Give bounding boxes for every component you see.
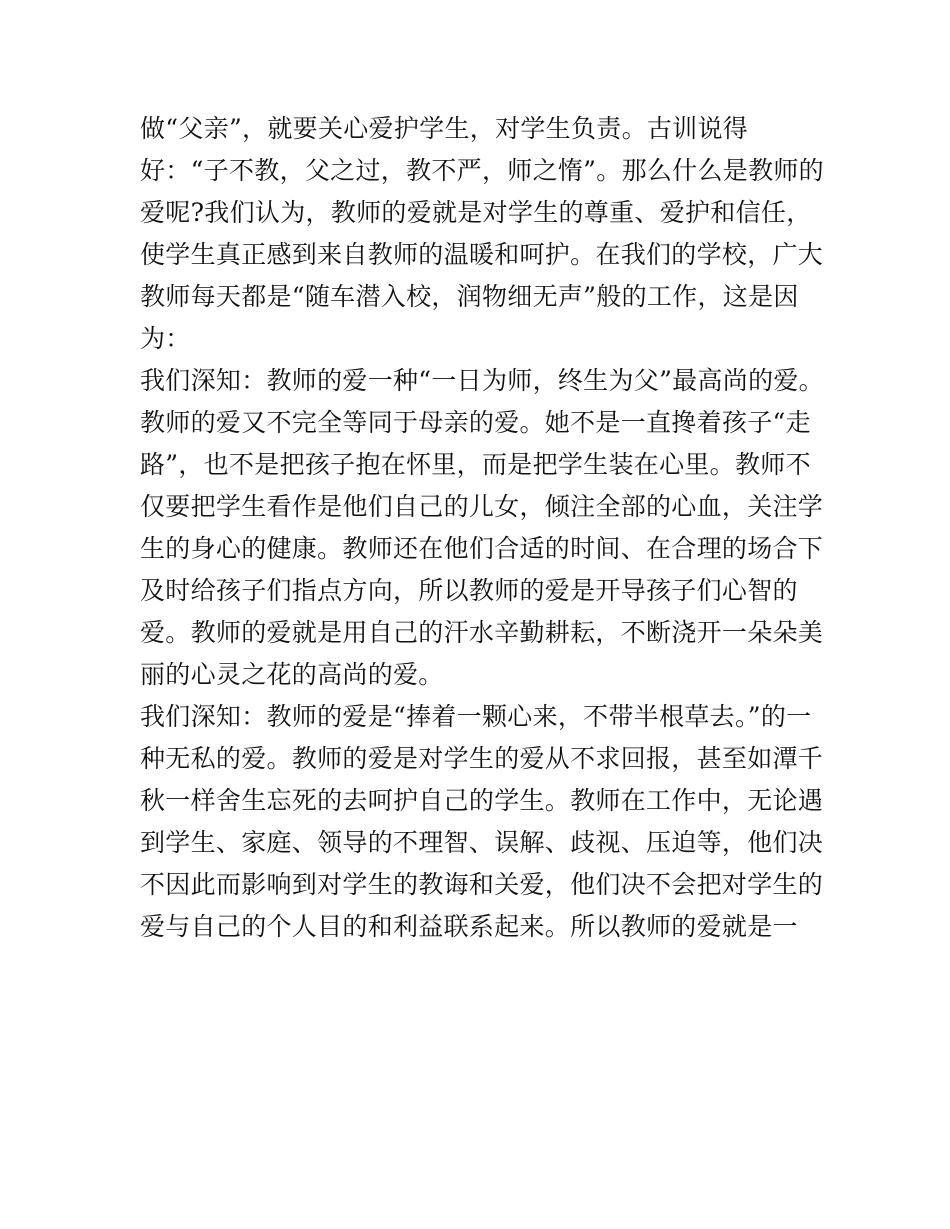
text-line: 教师每天都是“随车潜入校，润物细无声”般的工作，这是因 — [140, 282, 799, 311]
text-line: 丽的心灵之花的高尚的爱。 — [140, 660, 444, 689]
text-line: 不因此而影响到对学生的教诲和关爱，他们决不会把对学生的 — [140, 870, 824, 899]
text-line: 使学生真正感到来自教师的温暖和呵护。在我们的学校，广大 — [140, 240, 824, 269]
text-line: 好：“子不教，父之过，教不严，师之惰”。那么什么是教师的 — [140, 156, 824, 185]
text-line: 路”，也不是把孩子抱在怀里，而是把学生装在心里。教师不 — [140, 450, 811, 479]
text-line: 爱呢?我们认为，教师的爱就是对学生的尊重、爱护和信任， — [140, 198, 812, 227]
text-line: 仅要把学生看作是他们自己的儿女，倾注全部的心血，关注学 — [140, 492, 824, 521]
text-line: 教师的爱又不完全等同于母亲的爱。她不是一直搀着孩子“走 — [140, 408, 811, 437]
text-line: 及时给孩子们指点方向，所以教师的爱是开导孩子们心智的 — [140, 576, 798, 605]
text-line: 爱与自己的个人目的和利益联系起来。所以教师的爱就是一 — [140, 912, 798, 941]
body-text — [140, 108, 824, 948]
text-line: 我们深知：教师的爱一种“一日为师，终生为父”最高尚的爱。 — [140, 366, 824, 395]
text-line: 为： — [140, 324, 191, 353]
text-line: 我们深知：教师的爱是“捧着一颗心来，不带半根草去。”的一 — [140, 702, 812, 731]
text-line: 秋一样舍生忘死的去呵护自己的学生。教师在工作中，无论遇 — [140, 786, 824, 815]
text-line: 种无私的爱。教师的爱是对学生的爱从不求回报，甚至如潭千 — [140, 744, 824, 773]
text-line: 爱。教师的爱就是用自己的汗水辛勤耕耘，不断浇开一朵朵美 — [140, 618, 824, 647]
text-line: 做“父亲”，就要关心爱护学生，对学生负责。古训说得 — [140, 114, 749, 143]
text-line: 生的身心的健康。教师还在他们合适的时间、在合理的场合下 — [140, 534, 824, 563]
text-line: 到学生、家庭、领导的不理智、误解、歧视、压迫等，他们决 — [140, 828, 824, 857]
